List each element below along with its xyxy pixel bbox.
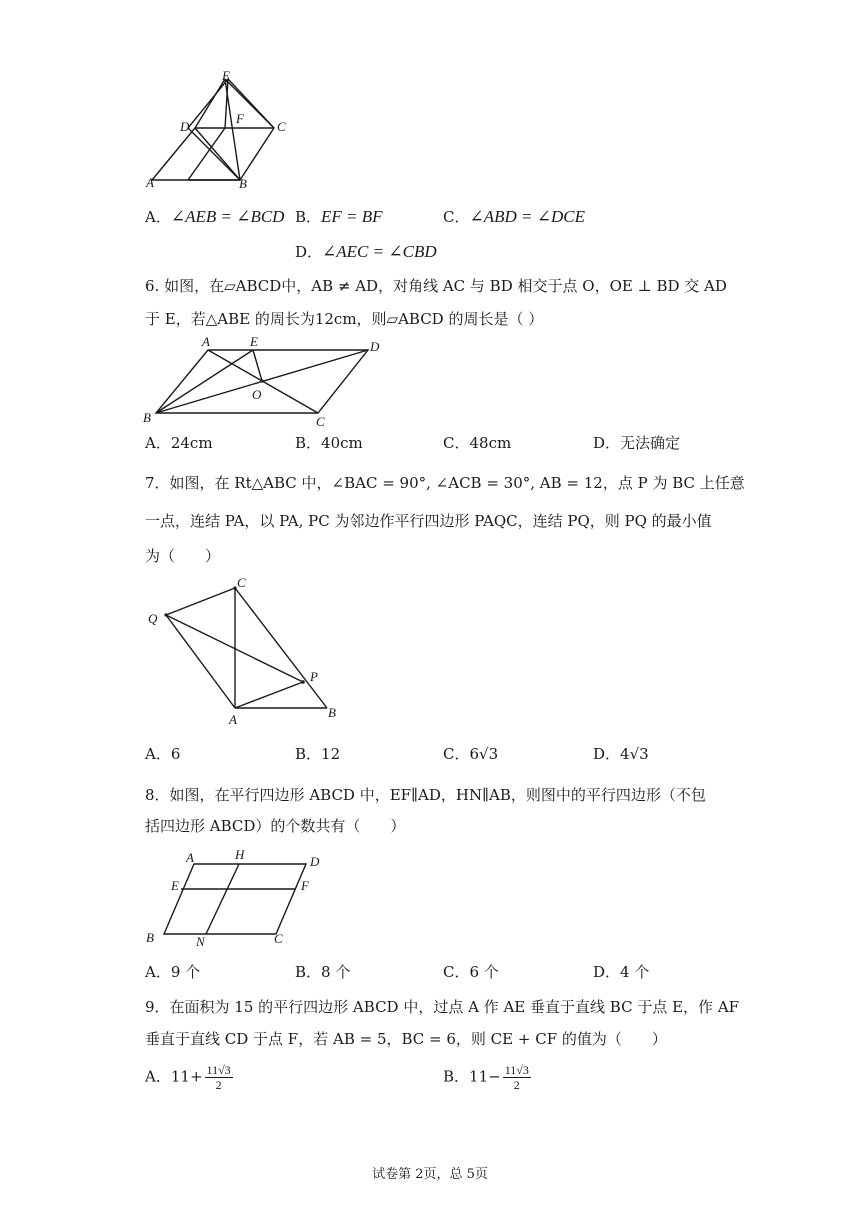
q9-stem-line2: 垂直于直线 CD 于点 F，若 AB = 5，BC = 6，则 CE + CF 的值为（ ） xyxy=(145,1030,667,1048)
q8-option-c: C．6 个 xyxy=(443,963,499,981)
q5-option-c: C．∠ABD = ∠DCE xyxy=(443,207,585,226)
q7-label-A: A xyxy=(229,712,237,725)
q8-stem-line2: 括四边形 ABCD）的个数共有（ ） xyxy=(145,817,406,835)
q6-label-D: D xyxy=(370,339,380,354)
q7-label-Q: Q xyxy=(148,611,158,626)
q6-stem-line2: 于 E，若△ABE 的周长为12cm，则▱ABCD 的周长是（ ） xyxy=(145,310,544,328)
q6-option-b: B．40cm xyxy=(295,434,363,452)
q6-label-A: A xyxy=(202,334,210,349)
q7-option-a: A．6 xyxy=(145,745,181,763)
q5-option-b: B．EF = BF xyxy=(295,207,383,226)
q7-stem-line1: 7．如图，在 Rt△ABC 中，∠BAC = 90°, ∠ACB = 30°, AB = 12，点 P 为 BC 上任意 xyxy=(145,474,745,492)
q9-option-a: A．11+ $\frac{11√3}{2}$ xyxy=(145,1063,231,1092)
q5-label-E: E xyxy=(222,68,230,83)
q6-figure xyxy=(140,333,390,433)
q6-stem-line1: 6. 如图，在▱ABCD中，AB ≠ AD，对角线 AC 与 BD 相交于点 O，OE ⊥ BD 交 AD xyxy=(145,277,727,295)
q5-label-C: C xyxy=(277,119,286,134)
q5-label-D: D xyxy=(180,119,190,134)
q8-label-D: D xyxy=(310,854,320,869)
q5-label-B: B xyxy=(239,176,247,191)
q7-stem-line3: 为（ ） xyxy=(145,547,221,565)
q7-stem-line2: 一点，连结 PA，以 PA, PC 为邻边作平行四边形 PAQC，连结 PQ，则 PQ 的最小值 xyxy=(145,512,712,530)
q8-option-d: D．4 个 xyxy=(593,963,650,981)
q5-option-a: A．∠AEB = ∠BCD xyxy=(145,207,285,226)
q6-option-a: A．24cm xyxy=(145,434,213,452)
q8-label-C: C xyxy=(274,931,283,946)
q5-option-d: D．∠AEC = ∠CBD xyxy=(295,242,437,261)
q8-stem-line1: 8．如图，在平行四边形 ABCD 中，EF∥AD，HN∥AB，则图中的平行四边形（不包 xyxy=(145,786,706,804)
q6-option-d: D．无法确定 xyxy=(593,434,681,452)
q5-label-A: A xyxy=(146,175,154,190)
q8-parallelogram xyxy=(164,864,306,934)
q7-option-b: B．12 xyxy=(295,745,341,763)
q9-option-b: B．11− $\frac{11√3}{2}$ xyxy=(443,1063,529,1092)
q6-label-B: B xyxy=(143,410,151,425)
q7-label-B: B xyxy=(328,705,336,720)
q9-option-a-fraction: $\frac{11√3}{2}$ xyxy=(206,1063,231,1092)
q5-polyline xyxy=(188,79,274,180)
q8-label-B: B xyxy=(146,930,154,945)
q7-option-d: D．4√3 xyxy=(593,745,649,763)
q9-stem-line1: 9．在面积为 15 的平行四边形 ABCD 中，过点 A 作 AE 垂直于直线 BC 于点 E，作 AF xyxy=(145,998,740,1016)
q8-label-E: E xyxy=(171,878,179,893)
q5-figure xyxy=(140,65,310,195)
q6-label-E: E xyxy=(250,334,258,349)
q8-option-b: B．8 个 xyxy=(295,963,351,981)
q5-label-F: F xyxy=(236,111,244,126)
q8-option-a: A．9 个 xyxy=(145,963,201,981)
q6-option-c: C．48cm xyxy=(443,434,512,452)
q8-figure xyxy=(140,845,340,950)
page-footer: 试卷第 2页，总 5页 xyxy=(372,1167,488,1182)
q6-label-C: C xyxy=(316,414,325,429)
q7-option-c: C．6√3 xyxy=(443,745,499,763)
q8-label-F: F xyxy=(301,878,309,893)
q8-label-H: H xyxy=(235,847,245,862)
q8-label-N: N xyxy=(196,934,205,949)
q9-option-b-fraction: $\frac{11√3}{2}$ xyxy=(504,1063,529,1092)
q8-label-A: A xyxy=(186,850,194,865)
q7-label-C: C xyxy=(237,575,246,590)
q6-label-O: O xyxy=(252,387,262,402)
q7-label-P: P xyxy=(310,669,318,684)
q7-figure xyxy=(140,575,350,725)
